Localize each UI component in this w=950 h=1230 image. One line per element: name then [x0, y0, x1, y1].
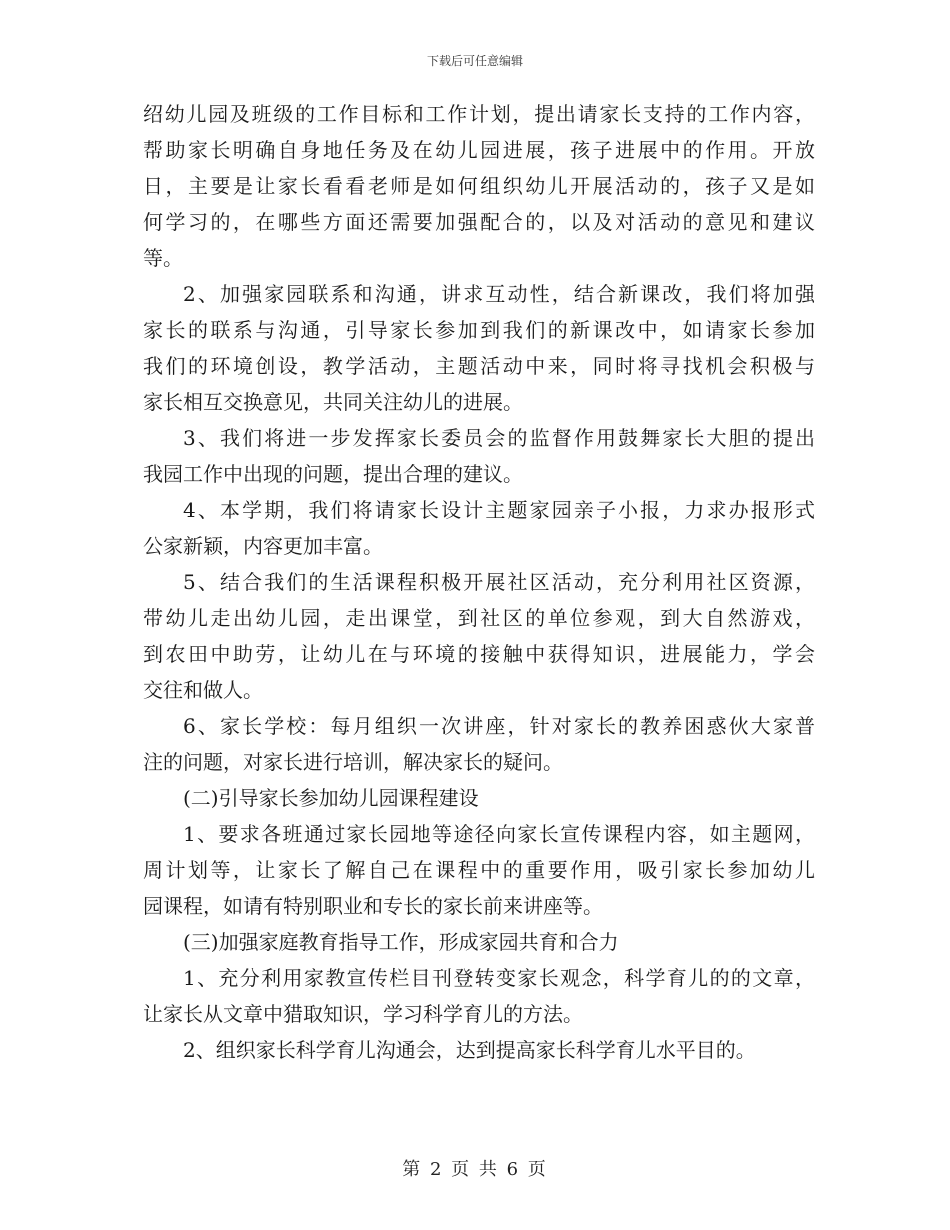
- text-line: 3、我们将进一步发挥家长委员会的监督作用鼓舞家长大胆的提出: [183, 426, 815, 450]
- text-line: 公家新颖，内容更加丰富。: [143, 534, 383, 558]
- text-line: 1、充分利用家教宣传栏目刊登转变家长观念，科学育儿的的文章，: [183, 966, 815, 990]
- text-line: 帮助家长明确自身地任务及在幼儿园进展，孩子进展中的作用。开放: [143, 138, 815, 162]
- text-line: 6、家长学校：每月组织一次讲座，针对家长的教养困惑伙大家普: [183, 714, 815, 738]
- page-footer: 第 2 页 共 6 页: [402, 1159, 548, 1180]
- text-line: 日，主要是让家长看看老师是如何组织幼儿开展活动的，孩子又是如: [143, 174, 815, 198]
- text-line: 周计划等，让家长了解自己在课程中的重要作用，吸引家长参加幼儿: [143, 858, 815, 882]
- text-line: 我们的环境创设，教学活动，主题活动中来，同时将寻找机会积极与: [143, 354, 815, 378]
- text-line: 到农田中助劳，让幼儿在与环境的接触中获得知识，进展能力，学会: [143, 642, 815, 666]
- document-body: [143, 102, 815, 1074]
- text-line: 2、组织家长科学育儿沟通会，达到提高家长科学育儿水平目的。: [183, 1038, 756, 1062]
- text-line: (三)加强家庭教育指导工作，形成家园共育和合力: [183, 930, 619, 954]
- text-line: 等。: [143, 246, 183, 270]
- page-header: 下载后可任意编辑: [426, 54, 523, 68]
- text-line: 2、加强家园联系和沟通，讲求互动性，结合新课改，我们将加强: [183, 282, 815, 306]
- text-line: 我园工作中出现的问题，提出合理的建议。: [143, 462, 523, 486]
- text-line: 带幼儿走出幼儿园，走出课堂，到社区的单位参观，到大自然游戏，: [143, 606, 815, 630]
- text-line: 家长相互交换意见，共同关注幼儿的进展。: [143, 390, 523, 414]
- text-line: 让家长从文章中猎取知识，学习科学育儿的方法。: [143, 1002, 583, 1026]
- text-line: 绍幼儿园及班级的工作目标和工作计划，提出请家长支持的工作内容，: [143, 102, 815, 126]
- text-line: 园课程，如请有特别职业和专长的家长前来讲座等。: [143, 894, 603, 918]
- text-line: (二)引导家长参加幼儿园课程建设: [183, 786, 479, 810]
- text-line: 1、要求各班通过家长园地等途径向家长宣传课程内容，如主题网，: [183, 822, 815, 846]
- text-line: 注的问题，对家长进行培训，解决家长的疑问。: [143, 750, 563, 774]
- text-line: 何学习的，在哪些方面还需要加强配合的，以及对活动的意见和建议: [143, 210, 815, 234]
- text-line: 交往和做人。: [143, 678, 263, 702]
- text-line: 4、本学期，我们将请家长设计主题家园亲子小报，力求办报形式: [183, 498, 815, 522]
- text-line: 家长的联系与沟通，引导家长参加到我们的新课改中，如请家长参加: [143, 318, 815, 342]
- text-line: 5、结合我们的生活课程积极开展社区活动，充分利用社区资源，: [183, 570, 815, 594]
